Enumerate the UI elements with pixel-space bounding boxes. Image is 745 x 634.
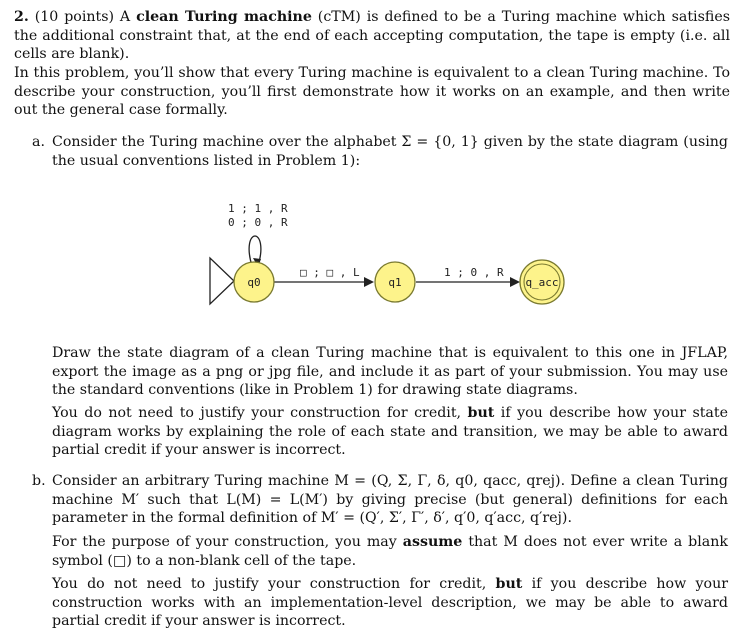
part-b-assume-bold: assume (402, 534, 463, 550)
loop-label-2: 0 ; 0 , R (228, 216, 288, 229)
part-a-justify-b: if you describe how your state diagram works by explaining the role of each state and transition, we may be able to award partial credit if your answer is incorrect. (52, 405, 728, 458)
part-b-prompt: Consider an arbitrary Turing machine M = (Q, Σ, Γ, δ, q0, qacc, qrej). Define a clean Turing machine M′ such that L(M) = L(M′) by giving precise (but general) definitions for each parameter in the formal definition of M′ = (Q′, Σ′, Γ′, δ′, q′0, q′acc, q′rej). (52, 473, 728, 526)
overview-paragraph: In this problem, you’ll show that every Turing machine is equivalent to a clean Turing machine. To describe your construction, you’ll first demonstrate how it works on an example, and then write out the general case formally. (14, 65, 730, 118)
problem-intro-b: (cTM) is defined to be a Turing machine which satisfies the additional constraint that, at the end of each accepting computation, the tape is empty (i.e. all cells are blank). (14, 9, 730, 62)
part-b-assume-b: that M does not ever write a blank symbol (□) to a non-blank cell of the tape. (52, 534, 728, 569)
part-a-justify (52, 404, 728, 460)
part-a-marker: a. (32, 134, 45, 150)
part-b-assume (52, 533, 728, 570)
part-b-assume-a: For the purpose of your construction, you may (52, 534, 403, 550)
part-a-task: Draw the state diagram of a clean Turing machine that is equivalent to this one in JFLAP, export the image as a png or jpg file, and include it as part of your submission. You may use the standard conventions (like in Problem 1) for drawing state diagrams. (52, 345, 728, 398)
state-q0-label: q0 (247, 276, 261, 289)
edge-q0-q1-arrowhead (364, 277, 374, 287)
problem-statement (14, 8, 730, 64)
part-b-justify-bold: but (495, 576, 523, 592)
edge-q1-qacc-label: 1 ; 0 , R (444, 266, 504, 279)
state-qacc-label: q_acc (525, 276, 559, 289)
state-q1-label: q1 (388, 276, 402, 289)
part-a-justify-bold: but (467, 405, 495, 421)
loop-label-1: 1 ; 1 , R (228, 202, 288, 215)
state-diagram (200, 196, 590, 312)
part-b-justify-b: if you describe how your construction works with an implementation-level description, we may be able to award partial credit if your answer is incorrect. (52, 576, 728, 629)
part-a-justify-a: You do not need to justify your construction for credit, (52, 405, 468, 421)
part-a-prompt: Consider the Turing machine over the alphabet Σ = {0, 1} given by the state diagram (using the usual conventions listed in Problem 1): (52, 134, 728, 169)
problem-number: 2. (14, 9, 29, 25)
start-arrow-icon (210, 258, 234, 304)
problem-points: (10 points) (34, 9, 115, 25)
part-b-justify-a: You do not need to justify your construction for credit, (52, 576, 496, 592)
part-b-marker: b. (32, 473, 46, 489)
clean-tm-term: clean Turing machine (136, 9, 312, 25)
problem-intro-a: A (114, 9, 137, 25)
edge-q0-q1-label: □ ; □ , L (300, 266, 360, 279)
part-b-justify (52, 575, 728, 631)
edge-q1-qacc-arrowhead (510, 277, 520, 287)
